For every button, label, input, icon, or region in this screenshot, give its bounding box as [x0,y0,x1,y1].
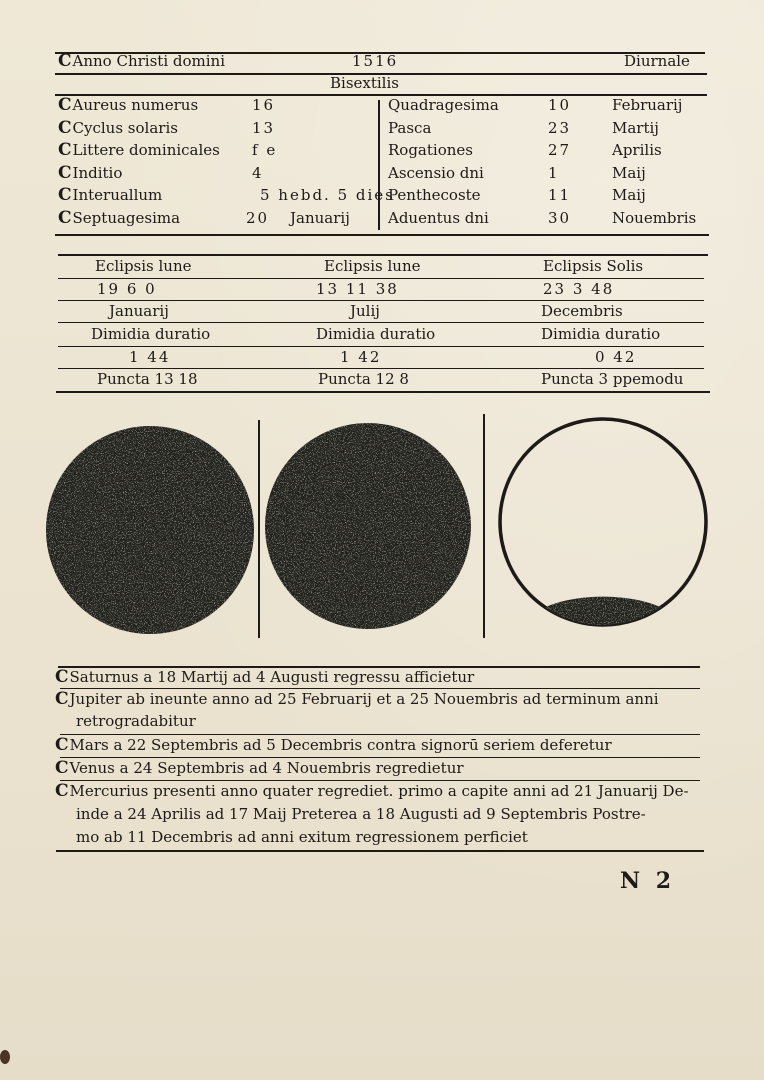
rule-computus-bottom [55,234,709,236]
eclipse-row-rule [58,346,704,347]
rule-notes-bottom [56,850,704,852]
computus-month: Nouembris [612,209,697,227]
computus-label [58,119,178,137]
computus-feast: Aduentus dni [388,209,489,227]
note-line [76,828,528,846]
computus-label-text: Septuagesima [72,209,181,227]
signature-mark: N 2 [620,868,676,894]
computus-label [58,141,220,159]
eclipse-row-rule [58,300,704,301]
computus-month: Maij [612,163,646,182]
eclipse-row-rule [58,278,704,279]
computus-label [58,164,122,182]
note-line [55,690,659,708]
note-rule [60,688,700,689]
note-line [55,736,612,754]
computus-label-text: Aureus numerus [72,96,199,114]
eclipse-duration: 0 42 [595,348,637,366]
eclipse-puncta: Puncta 12 8 [318,370,409,388]
computus-label-text: Cyclus solaris [72,118,178,137]
eclipse-puncta: Puncta 3 ppemodu [541,370,684,388]
eclipse-duration-label: Dimidia duratio [91,325,211,343]
note-text: Venus a 24 Septembris ad 4 Nouembris regredietur [69,759,464,777]
computus-feast: Pasca [388,118,432,137]
computus-value: 4 [252,163,264,182]
note-text: inde a 24 Aprilis ad 17 Maij Preterea a 18 Augusti ad 9 Septembris Postre- [76,805,646,823]
eclipse-time: 23 3 48 [543,280,615,298]
solar-eclipse-outline [500,419,706,625]
computus-value: 16 [252,96,276,114]
eclipse-duration-label: Dimidia duratio [541,325,661,343]
eclipse-row-rule [58,368,704,369]
computus-feast: Ascensio dni [388,163,484,182]
computus-label [58,96,198,114]
eclipse-row-rule [58,322,704,323]
note-line [55,782,689,800]
lunar-eclipse-disc-1 [46,426,254,634]
note-text: Saturnus a 18 Martij ad 4 Augusti regressu afficietur [69,668,475,686]
note-text: Mercurius presenti anno quater regrediet. primo a capite anni ad 21 Januarij De- [69,782,689,800]
computus-feast: Penthecoste [388,186,481,205]
pilcrow-icon: C [55,667,69,687]
computus-extra: Januarij [290,209,350,227]
lunar-eclipse-disc-2 [265,423,471,629]
computus-value: f e [252,141,278,160]
note-line [55,759,464,777]
note-rule [60,734,700,735]
pilcrow-icon: C [58,185,72,206]
header-subtitle: Bisextilis [330,74,399,92]
eclipse-title: Eclipsis lune [324,257,421,275]
computus-feast: Quadragesima [388,96,499,114]
header-left: CAnno Christi domini [58,51,225,71]
eclipse-time: 19 6 0 [97,280,157,298]
eclipse-title: Eclipsis lune [95,257,192,275]
pilcrow-icon: C [55,781,69,801]
pilcrow-icon: C [55,689,69,709]
pilcrow-icon: C [58,117,72,138]
eclipse-diagrams [40,408,720,648]
note-text: mo ab 11 Decembris ad anni exitum regressionem perficiet [76,828,528,846]
pilcrow-icon: C [58,51,72,71]
solar-eclipse-shaded-segment [529,597,677,648]
computus-label-text: Littere dominicales [72,141,220,160]
computus-day: 23 [548,118,572,137]
eclipse-duration: 1 42 [340,348,382,366]
computus-day: 11 [548,186,572,205]
computus-month: Martij [612,118,659,137]
eclipse-month: Januarij [109,302,169,320]
note-rule [60,780,700,781]
eclipse-month: Julij [350,302,380,320]
eclipse-month: Decembris [541,302,623,320]
eclipse-title: Eclipsis Solis [543,257,644,275]
computus-value: 13 [252,118,276,137]
eclipse-puncta: Puncta 13 18 [97,370,198,388]
pilcrow-icon: C [55,758,69,778]
page-stain [0,1050,10,1064]
note-text: Jupiter ab ineunte anno ad 25 Februarij et a 25 Nouembris ad terminum anni [69,690,659,708]
note-line [55,668,474,686]
computus-label [58,209,180,227]
pilcrow-icon: C [55,735,69,755]
computus-label [58,186,162,204]
header-right: Diurnale [624,52,690,70]
computus-month: Aprilis [612,141,662,160]
note-text: Mars a 22 Septembris ad 5 Decembris contra signorū seriem deferetur [69,736,612,754]
note-text: retrogradabitur [76,712,196,730]
computus-value: 5 hebd. 5 dies [260,186,395,205]
rule-eclipse-bottom [56,391,710,393]
pilcrow-icon: C [58,162,72,183]
header-year: 1516 [352,52,399,70]
computus-label-text: Interuallum [72,186,163,205]
computus-day: 27 [548,141,572,160]
computus-value: 20 [246,209,270,227]
computus-divider [378,100,380,230]
eclipse-duration: 1 44 [129,348,171,366]
computus-day: 10 [548,96,572,114]
pilcrow-icon: C [58,208,72,228]
rule-eclipse-top [58,254,708,256]
computus-month: Maij [612,186,646,205]
note-line [76,712,196,730]
computus-label-text: Inditio [72,163,123,182]
note-line [76,805,646,823]
computus-month: Februarij [612,96,683,114]
computus-feast: Rogationes [388,141,473,160]
note-rule [60,757,700,758]
eclipse-time: 13 11 38 [316,280,399,298]
eclipse-duration-label: Dimidia duratio [316,325,436,343]
computus-day: 1 [548,163,560,182]
pilcrow-icon: C [58,95,72,115]
computus-day: 30 [548,209,572,227]
pilcrow-icon: C [58,140,72,161]
